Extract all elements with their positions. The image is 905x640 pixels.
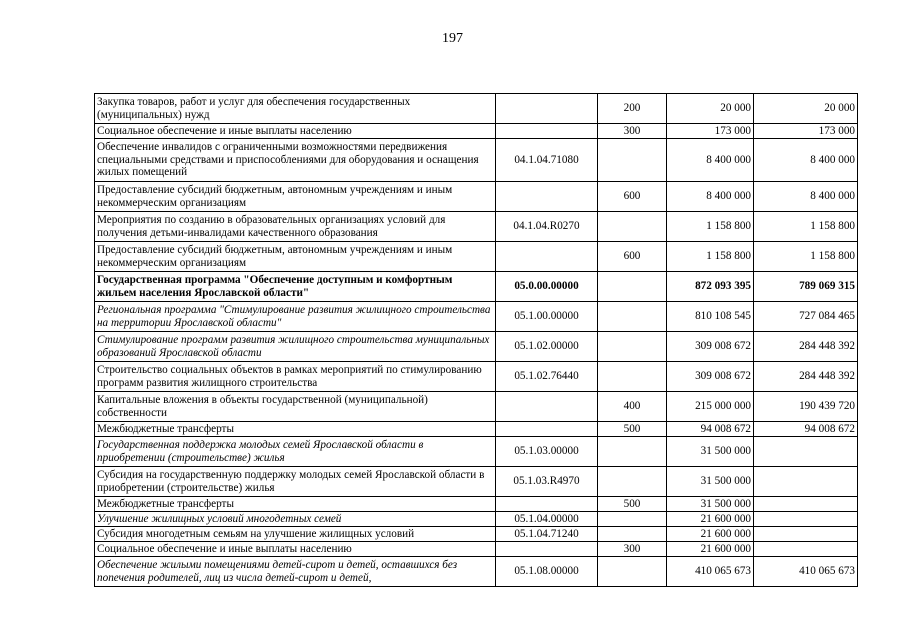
row-amount-year1-cell: 309 008 672 — [667, 362, 754, 392]
row-amount-year2-cell: 727 084 465 — [754, 302, 858, 332]
row-amount-year1-cell: 1 158 800 — [667, 212, 754, 242]
row-code-cell — [496, 182, 598, 212]
row-amount-year1-cell: 31 500 000 — [667, 467, 754, 497]
row-name-cell: Региональная программа "Стимулирование развития жилищного строительства на территории Ярославской области" — [95, 302, 496, 332]
row-name-cell: Социальное обеспечение и иные выплаты населению — [95, 542, 496, 557]
row-name-cell: Межбюджетные трансферты — [95, 422, 496, 437]
row-amount-year1-cell: 8 400 000 — [667, 139, 754, 182]
row-amount-year2-cell — [754, 437, 858, 467]
row-expense-type-cell — [598, 302, 667, 332]
row-code-cell — [496, 242, 598, 272]
row-amount-year1-cell: 215 000 000 — [667, 392, 754, 422]
table-row — [95, 497, 858, 512]
table-row — [95, 212, 858, 242]
row-amount-year2-cell: 190 439 720 — [754, 392, 858, 422]
row-expense-type-cell: 500 — [598, 422, 667, 437]
table-row — [95, 392, 858, 422]
row-expense-type-cell — [598, 512, 667, 527]
row-code-cell — [496, 392, 598, 422]
row-amount-year1-cell: 31 500 000 — [667, 497, 754, 512]
row-code-cell: 05.1.03.00000 — [496, 437, 598, 467]
row-amount-year2-cell: 173 000 — [754, 124, 858, 139]
row-expense-type-cell: 600 — [598, 242, 667, 272]
row-name-cell: Обеспечение инвалидов с ограниченными возможностями передвижения специальными средствами и приспособлениями для оборудования и оснащения жилых помещений — [95, 139, 496, 182]
table-row — [95, 512, 858, 527]
row-name-cell: Строительство социальных объектов в рамках мероприятий по стимулированию программ развития жилищного строительства — [95, 362, 496, 392]
row-code-cell: 05.1.00.00000 — [496, 302, 598, 332]
row-amount-year2-cell: 789 069 315 — [754, 272, 858, 302]
row-expense-type-cell: 600 — [598, 182, 667, 212]
row-code-cell: 05.1.04.71240 — [496, 527, 598, 542]
row-amount-year2-cell — [754, 512, 858, 527]
row-code-cell: 05.0.00.00000 — [496, 272, 598, 302]
row-amount-year1-cell: 872 093 395 — [667, 272, 754, 302]
table-row — [95, 422, 858, 437]
row-code-cell — [496, 94, 598, 124]
row-amount-year1-cell: 410 065 673 — [667, 557, 754, 587]
row-name-cell: Государственная поддержка молодых семей Ярославской области в приобретении (строительстве) жилья — [95, 437, 496, 467]
row-name-cell: Предоставление субсидий бюджетным, автономным учреждениям и иным некоммерческим организациям — [95, 182, 496, 212]
row-expense-type-cell — [598, 437, 667, 467]
table-row — [95, 332, 858, 362]
row-expense-type-cell — [598, 212, 667, 242]
row-amount-year2-cell: 20 000 — [754, 94, 858, 124]
row-code-cell: 05.1.02.00000 — [496, 332, 598, 362]
row-code-cell: 05.1.08.00000 — [496, 557, 598, 587]
budget-table — [94, 93, 858, 587]
row-name-cell: Стимулирование программ развития жилищного строительства муниципальных образований Ярославской области — [95, 332, 496, 362]
table-row — [95, 542, 858, 557]
row-name-cell: Капитальные вложения в объекты государственной (муниципальной) собственности — [95, 392, 496, 422]
row-name-cell: Субсидия на государственную поддержку молодых семей Ярославской области в приобретении (строительстве) жилья — [95, 467, 496, 497]
row-amount-year1-cell: 309 008 672 — [667, 332, 754, 362]
row-code-cell: 05.1.04.00000 — [496, 512, 598, 527]
row-expense-type-cell — [598, 527, 667, 542]
row-name-cell: Государственная программа "Обеспечение доступным и комфортным жильем населения Ярославской области" — [95, 272, 496, 302]
row-amount-year2-cell: 284 448 392 — [754, 332, 858, 362]
row-name-cell: Субсидия многодетным семьям на улучшение жилищных условий — [95, 527, 496, 542]
row-amount-year2-cell — [754, 497, 858, 512]
row-code-cell: 05.1.02.76440 — [496, 362, 598, 392]
row-amount-year2-cell: 284 448 392 — [754, 362, 858, 392]
page-number: 197 — [442, 31, 463, 46]
table-row — [95, 437, 858, 467]
table-row — [95, 362, 858, 392]
row-amount-year1-cell: 810 108 545 — [667, 302, 754, 332]
table-row — [95, 124, 858, 139]
row-code-cell: 04.1.04.R0270 — [496, 212, 598, 242]
row-amount-year1-cell: 8 400 000 — [667, 182, 754, 212]
row-expense-type-cell: 400 — [598, 392, 667, 422]
row-expense-type-cell — [598, 467, 667, 497]
row-amount-year2-cell — [754, 542, 858, 557]
row-code-cell: 04.1.04.71080 — [496, 139, 598, 182]
row-code-cell — [496, 497, 598, 512]
row-name-cell: Закупка товаров, работ и услуг для обеспечения государственных (муниципальных) нужд — [95, 94, 496, 124]
row-name-cell: Улучшение жилищных условий многодетных семей — [95, 512, 496, 527]
row-amount-year2-cell: 8 400 000 — [754, 182, 858, 212]
row-expense-type-cell — [598, 362, 667, 392]
row-amount-year1-cell: 21 600 000 — [667, 542, 754, 557]
table-row — [95, 527, 858, 542]
row-expense-type-cell — [598, 272, 667, 302]
row-amount-year2-cell: 94 008 672 — [754, 422, 858, 437]
budget-table-body — [95, 94, 858, 587]
row-name-cell: Межбюджетные трансферты — [95, 497, 496, 512]
row-code-cell: 05.1.03.R4970 — [496, 467, 598, 497]
row-amount-year1-cell: 21 600 000 — [667, 512, 754, 527]
row-amount-year2-cell — [754, 467, 858, 497]
row-amount-year1-cell: 21 600 000 — [667, 527, 754, 542]
row-expense-type-cell: 200 — [598, 94, 667, 124]
row-amount-year2-cell: 1 158 800 — [754, 242, 858, 272]
table-row — [95, 467, 858, 497]
row-amount-year2-cell — [754, 527, 858, 542]
row-amount-year1-cell: 94 008 672 — [667, 422, 754, 437]
table-row — [95, 242, 858, 272]
table-row — [95, 302, 858, 332]
row-name-cell: Предоставление субсидий бюджетным, автономным учреждениям и иным некоммерческим организациям — [95, 242, 496, 272]
row-expense-type-cell — [598, 332, 667, 362]
row-expense-type-cell: 500 — [598, 497, 667, 512]
table-row — [95, 94, 858, 124]
row-amount-year1-cell: 20 000 — [667, 94, 754, 124]
row-expense-type-cell: 300 — [598, 542, 667, 557]
row-amount-year2-cell: 1 158 800 — [754, 212, 858, 242]
row-expense-type-cell — [598, 557, 667, 587]
row-name-cell: Мероприятия по созданию в образовательных организациях условий для получения детьми-инвалидами качественного образования — [95, 212, 496, 242]
row-expense-type-cell: 300 — [598, 124, 667, 139]
row-expense-type-cell — [598, 139, 667, 182]
table-row — [95, 272, 858, 302]
row-amount-year1-cell: 1 158 800 — [667, 242, 754, 272]
row-name-cell: Социальное обеспечение и иные выплаты населению — [95, 124, 496, 139]
row-amount-year1-cell: 173 000 — [667, 124, 754, 139]
row-code-cell — [496, 124, 598, 139]
row-amount-year2-cell: 8 400 000 — [754, 139, 858, 182]
row-code-cell — [496, 542, 598, 557]
row-amount-year1-cell: 31 500 000 — [667, 437, 754, 467]
table-row — [95, 557, 858, 587]
row-name-cell: Обеспечение жилыми помещениями детей-сирот и детей, оставшихся без попечения родителей, лиц из числа детей-сирот и детей, — [95, 557, 496, 587]
table-row — [95, 182, 858, 212]
table-row — [95, 139, 858, 182]
row-amount-year2-cell: 410 065 673 — [754, 557, 858, 587]
row-code-cell — [496, 422, 598, 437]
